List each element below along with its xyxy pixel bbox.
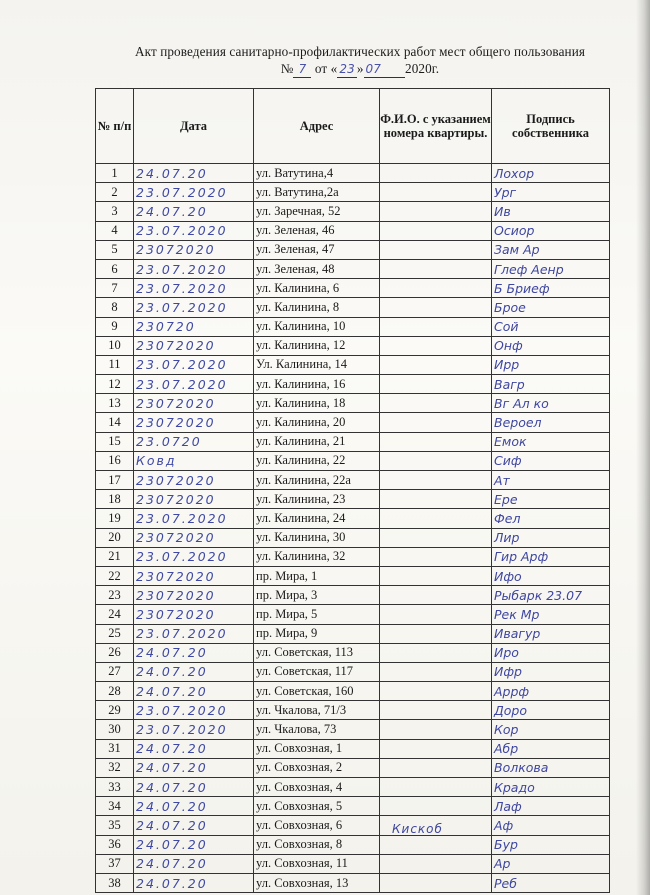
row-address: ул. Совхозная, 6 <box>254 816 380 835</box>
row-fio <box>380 701 492 720</box>
row-fio <box>380 240 492 259</box>
row-number: 4 <box>96 221 134 240</box>
row-number: 16 <box>96 451 134 470</box>
row-signature: Рыбарк 23.07 <box>492 586 610 605</box>
row-address: ул. Совхозная, 13 <box>254 873 380 892</box>
row-signature: Ар <box>492 854 610 873</box>
table-row <box>96 605 610 624</box>
table-row <box>96 547 610 566</box>
row-fio <box>380 509 492 528</box>
row-signature: Емок <box>492 432 610 451</box>
row-date: 24.07.20 <box>134 758 254 777</box>
row-number: 34 <box>96 797 134 816</box>
row-signature: Зам Ар <box>492 240 610 259</box>
row-address: ул. Калинина, 32 <box>254 547 380 566</box>
year-suffix: 2020г. <box>405 61 440 76</box>
row-fio <box>380 720 492 739</box>
row-address: ул. Калинина, 16 <box>254 375 380 394</box>
row-signature: Брое <box>492 298 610 317</box>
table-row <box>96 873 610 892</box>
row-number: 15 <box>96 432 134 451</box>
table-row <box>96 739 610 758</box>
table-row <box>96 355 610 374</box>
act-month: 07 <box>365 62 382 76</box>
row-address: ул. Совхозная, 2 <box>254 758 380 777</box>
table-row <box>96 509 610 528</box>
row-fio <box>380 547 492 566</box>
row-signature: Абр <box>492 739 610 758</box>
row-address: ул. Советская, 113 <box>254 643 380 662</box>
row-address: ул. Заречная, 52 <box>254 202 380 221</box>
row-fio <box>380 221 492 240</box>
row-number: 38 <box>96 873 134 892</box>
row-date: 24.07.20 <box>134 643 254 662</box>
row-number: 30 <box>96 720 134 739</box>
row-address: пр. Мира, 5 <box>254 605 380 624</box>
row-address: ул. Зеленая, 47 <box>254 240 380 259</box>
row-date: 23.07.2020 <box>134 509 254 528</box>
header-num: № п/п <box>96 89 134 164</box>
table-row <box>96 528 610 547</box>
row-address: ул. Калинина, 21 <box>254 432 380 451</box>
header-date: Дата <box>134 89 254 164</box>
row-fio <box>380 873 492 892</box>
row-fio <box>380 355 492 374</box>
row-signature: Вг Ал ко <box>492 394 610 413</box>
row-number: 35 <box>96 816 134 835</box>
row-fio <box>380 643 492 662</box>
row-fio <box>380 566 492 585</box>
row-date: 24.07.20 <box>134 662 254 681</box>
row-date: 23072020 <box>134 471 254 490</box>
row-address: ул. Совхозная, 5 <box>254 797 380 816</box>
row-number: 14 <box>96 413 134 432</box>
row-signature: Ифо <box>492 566 610 585</box>
row-number: 28 <box>96 682 134 701</box>
table-row <box>96 259 610 278</box>
row-date: 23.07.2020 <box>134 298 254 317</box>
row-number: 32 <box>96 758 134 777</box>
row-signature: Лаф <box>492 797 610 816</box>
act-day: 23 <box>339 62 355 76</box>
row-date: 24.07.20 <box>134 778 254 797</box>
row-address: ул. Калинина, 22а <box>254 471 380 490</box>
row-number: 26 <box>96 643 134 662</box>
row-date: Ковд <box>134 451 254 470</box>
row-date: 23072020 <box>134 336 254 355</box>
row-number: 7 <box>96 279 134 298</box>
row-number: 12 <box>96 375 134 394</box>
row-address: ул. Калинина, 22 <box>254 451 380 470</box>
row-address: ул. Калинина, 24 <box>254 509 380 528</box>
row-fio <box>380 164 492 183</box>
row-address: ул. Калинина, 6 <box>254 279 380 298</box>
row-number: 9 <box>96 317 134 336</box>
row-signature: Бур <box>492 835 610 854</box>
row-date: 24.07.20 <box>134 854 254 873</box>
row-number: 10 <box>96 336 134 355</box>
year-blank <box>383 61 405 78</box>
table-row <box>96 720 610 739</box>
row-address: Ул. Калинина, 14 <box>254 355 380 374</box>
row-signature: Ат <box>492 471 610 490</box>
row-signature: Ивагур <box>492 624 610 643</box>
row-signature: Ив <box>492 202 610 221</box>
table-row <box>96 413 610 432</box>
row-number: 23 <box>96 586 134 605</box>
row-number: 8 <box>96 298 134 317</box>
row-fio <box>380 279 492 298</box>
table-header-row <box>96 89 610 164</box>
table-row <box>96 835 610 854</box>
row-number: 11 <box>96 355 134 374</box>
table-row <box>96 758 610 777</box>
row-signature: Глеф Аенр <box>492 259 610 278</box>
table-row <box>96 240 610 259</box>
row-signature: Аф <box>492 816 610 835</box>
row-fio <box>380 413 492 432</box>
row-date: 24.07.20 <box>134 202 254 221</box>
row-address: ул. Советская, 117 <box>254 662 380 681</box>
table-row <box>96 586 610 605</box>
row-fio <box>380 336 492 355</box>
table-row <box>96 624 610 643</box>
row-number: 6 <box>96 259 134 278</box>
date-from-label: от « <box>314 61 338 76</box>
row-date: 24.07.20 <box>134 739 254 758</box>
table-row <box>96 566 610 585</box>
row-fio <box>380 471 492 490</box>
table-row <box>96 797 610 816</box>
row-date: 23.0720 <box>134 432 254 451</box>
row-number: 25 <box>96 624 134 643</box>
row-number: 33 <box>96 778 134 797</box>
document-number-line <box>60 61 650 78</box>
row-number: 13 <box>96 394 134 413</box>
table-row <box>96 221 610 240</box>
row-signature: Реб <box>492 873 610 892</box>
row-fio <box>380 528 492 547</box>
row-fio <box>380 586 492 605</box>
row-address: ул. Зеленая, 46 <box>254 221 380 240</box>
row-fio <box>380 375 492 394</box>
row-address: ул. Зеленая, 48 <box>254 259 380 278</box>
row-number: 21 <box>96 547 134 566</box>
row-fio <box>380 854 492 873</box>
row-date: 23072020 <box>134 528 254 547</box>
row-address: ул. Ватутина,4 <box>254 164 380 183</box>
row-address: пр. Мира, 9 <box>254 624 380 643</box>
row-address: пр. Мира, 1 <box>254 566 380 585</box>
row-date: 23072020 <box>134 586 254 605</box>
row-fio <box>380 298 492 317</box>
row-date: 24.07.20 <box>134 164 254 183</box>
row-date: 23.07.2020 <box>134 279 254 298</box>
row-number: 19 <box>96 509 134 528</box>
table-row <box>96 317 610 336</box>
row-fio <box>380 605 492 624</box>
row-date: 23072020 <box>134 566 254 585</box>
row-fio <box>380 624 492 643</box>
document-title <box>60 44 650 60</box>
row-address: ул. Чкалова, 73 <box>254 720 380 739</box>
row-date: 23072020 <box>134 605 254 624</box>
row-signature: Волкова <box>492 758 610 777</box>
table-row <box>96 682 610 701</box>
row-signature: Лохор <box>492 164 610 183</box>
row-signature: Лир <box>492 528 610 547</box>
row-signature: Онф <box>492 336 610 355</box>
row-signature: Фел <box>492 509 610 528</box>
row-number: 3 <box>96 202 134 221</box>
table-row <box>96 375 610 394</box>
row-address: ул. Советская, 160 <box>254 682 380 701</box>
row-number: 18 <box>96 490 134 509</box>
row-fio <box>380 183 492 202</box>
row-date: 23.07.2020 <box>134 355 254 374</box>
row-number: 36 <box>96 835 134 854</box>
table-row <box>96 279 610 298</box>
row-signature: Ере <box>492 490 610 509</box>
table-row <box>96 816 610 835</box>
row-fio <box>380 451 492 470</box>
row-address: ул. Калинина, 23 <box>254 490 380 509</box>
row-number: 22 <box>96 566 134 585</box>
row-date: 23.07.2020 <box>134 720 254 739</box>
row-date: 23072020 <box>134 240 254 259</box>
number-prefix: № <box>280 61 294 76</box>
row-signature: Ифр <box>492 662 610 681</box>
title-line1: Акт проведения санитарно-профилактических работ мест общего пользования <box>134 44 586 59</box>
row-number: 17 <box>96 471 134 490</box>
page-shadow-edge <box>636 0 650 895</box>
header-address: Адрес <box>254 89 380 164</box>
table-row <box>96 394 610 413</box>
row-address: ул. Чкалова, 71/3 <box>254 701 380 720</box>
row-signature: Осиор <box>492 221 610 240</box>
row-date: 23072020 <box>134 394 254 413</box>
row-address: пр. Мира, 3 <box>254 586 380 605</box>
row-date: 23072020 <box>134 413 254 432</box>
row-number: 24 <box>96 605 134 624</box>
row-number: 5 <box>96 240 134 259</box>
row-date: 23.07.2020 <box>134 701 254 720</box>
row-number: 2 <box>96 183 134 202</box>
row-signature: Гир Арф <box>492 547 610 566</box>
row-address: ул. Калинина, 10 <box>254 317 380 336</box>
row-signature: Вагр <box>492 375 610 394</box>
row-date: 24.07.20 <box>134 873 254 892</box>
table-row <box>96 336 610 355</box>
fio-handwritten-note: Кискоб <box>392 822 443 836</box>
row-fio <box>380 202 492 221</box>
table-row <box>96 298 610 317</box>
row-fio <box>380 432 492 451</box>
row-date: 23.07.2020 <box>134 547 254 566</box>
row-address: ул. Совхозная, 11 <box>254 854 380 873</box>
row-address: ул. Калинина, 20 <box>254 413 380 432</box>
row-address: ул. Совхозная, 8 <box>254 835 380 854</box>
row-address: ул. Калинина, 8 <box>254 298 380 317</box>
row-address: ул. Совхозная, 4 <box>254 778 380 797</box>
row-fio <box>380 259 492 278</box>
row-signature: Крадо <box>492 778 610 797</box>
row-date: 24.07.20 <box>134 797 254 816</box>
act-number: 7 <box>293 61 311 78</box>
row-signature: Иро <box>492 643 610 662</box>
row-date: 24.07.20 <box>134 835 254 854</box>
row-address: ул. Ватутина,2а <box>254 183 380 202</box>
row-address: ул. Совхозная, 1 <box>254 739 380 758</box>
row-address: ул. Калинина, 18 <box>254 394 380 413</box>
row-number: 20 <box>96 528 134 547</box>
row-date: 23.07.2020 <box>134 259 254 278</box>
table-row <box>96 490 610 509</box>
table-row <box>96 202 610 221</box>
row-date: 23072020 <box>134 490 254 509</box>
row-fio <box>380 682 492 701</box>
row-date: 23.07.2020 <box>134 221 254 240</box>
row-date: 23.07.2020 <box>134 624 254 643</box>
row-date: 24.07.20 <box>134 682 254 701</box>
row-signature: Вероел <box>492 413 610 432</box>
header-signature: Подпись собственника <box>492 89 610 164</box>
row-number: 29 <box>96 701 134 720</box>
row-fio <box>380 778 492 797</box>
table-body <box>96 164 610 893</box>
row-signature: Сиф <box>492 451 610 470</box>
works-table <box>95 88 610 893</box>
table-row <box>96 183 610 202</box>
row-number: 1 <box>96 164 134 183</box>
table-row <box>96 778 610 797</box>
row-number: 37 <box>96 854 134 873</box>
row-number: 31 <box>96 739 134 758</box>
row-signature: Доро <box>492 701 610 720</box>
row-date: 230720 <box>134 317 254 336</box>
row-fio <box>380 394 492 413</box>
row-fio <box>380 662 492 681</box>
row-address: ул. Калинина, 12 <box>254 336 380 355</box>
row-fio <box>380 739 492 758</box>
row-signature: Б Бриеф <box>492 279 610 298</box>
row-signature: Ирр <box>492 355 610 374</box>
table-row <box>96 451 610 470</box>
row-fio <box>380 490 492 509</box>
row-date: 23.07.2020 <box>134 375 254 394</box>
date-quote-close: » <box>356 61 364 76</box>
table-row <box>96 854 610 873</box>
table-row <box>96 643 610 662</box>
header-fio: Ф.И.О. с указанием номера квартиры. <box>380 89 492 164</box>
table-row <box>96 701 610 720</box>
row-fio <box>380 758 492 777</box>
row-date: 24.07.20 <box>134 816 254 835</box>
row-signature: Кор <box>492 720 610 739</box>
row-signature: Сой <box>492 317 610 336</box>
row-signature: Аррф <box>492 682 610 701</box>
row-fio <box>380 317 492 336</box>
row-signature: Ург <box>492 183 610 202</box>
row-fio <box>380 835 492 854</box>
row-address: ул. Калинина, 30 <box>254 528 380 547</box>
table-row <box>96 164 610 183</box>
row-number: 27 <box>96 662 134 681</box>
table-row <box>96 471 610 490</box>
table-row <box>96 432 610 451</box>
row-date: 23.07.2020 <box>134 183 254 202</box>
table-row <box>96 662 610 681</box>
row-fio <box>380 797 492 816</box>
row-signature: Рек Мр <box>492 605 610 624</box>
